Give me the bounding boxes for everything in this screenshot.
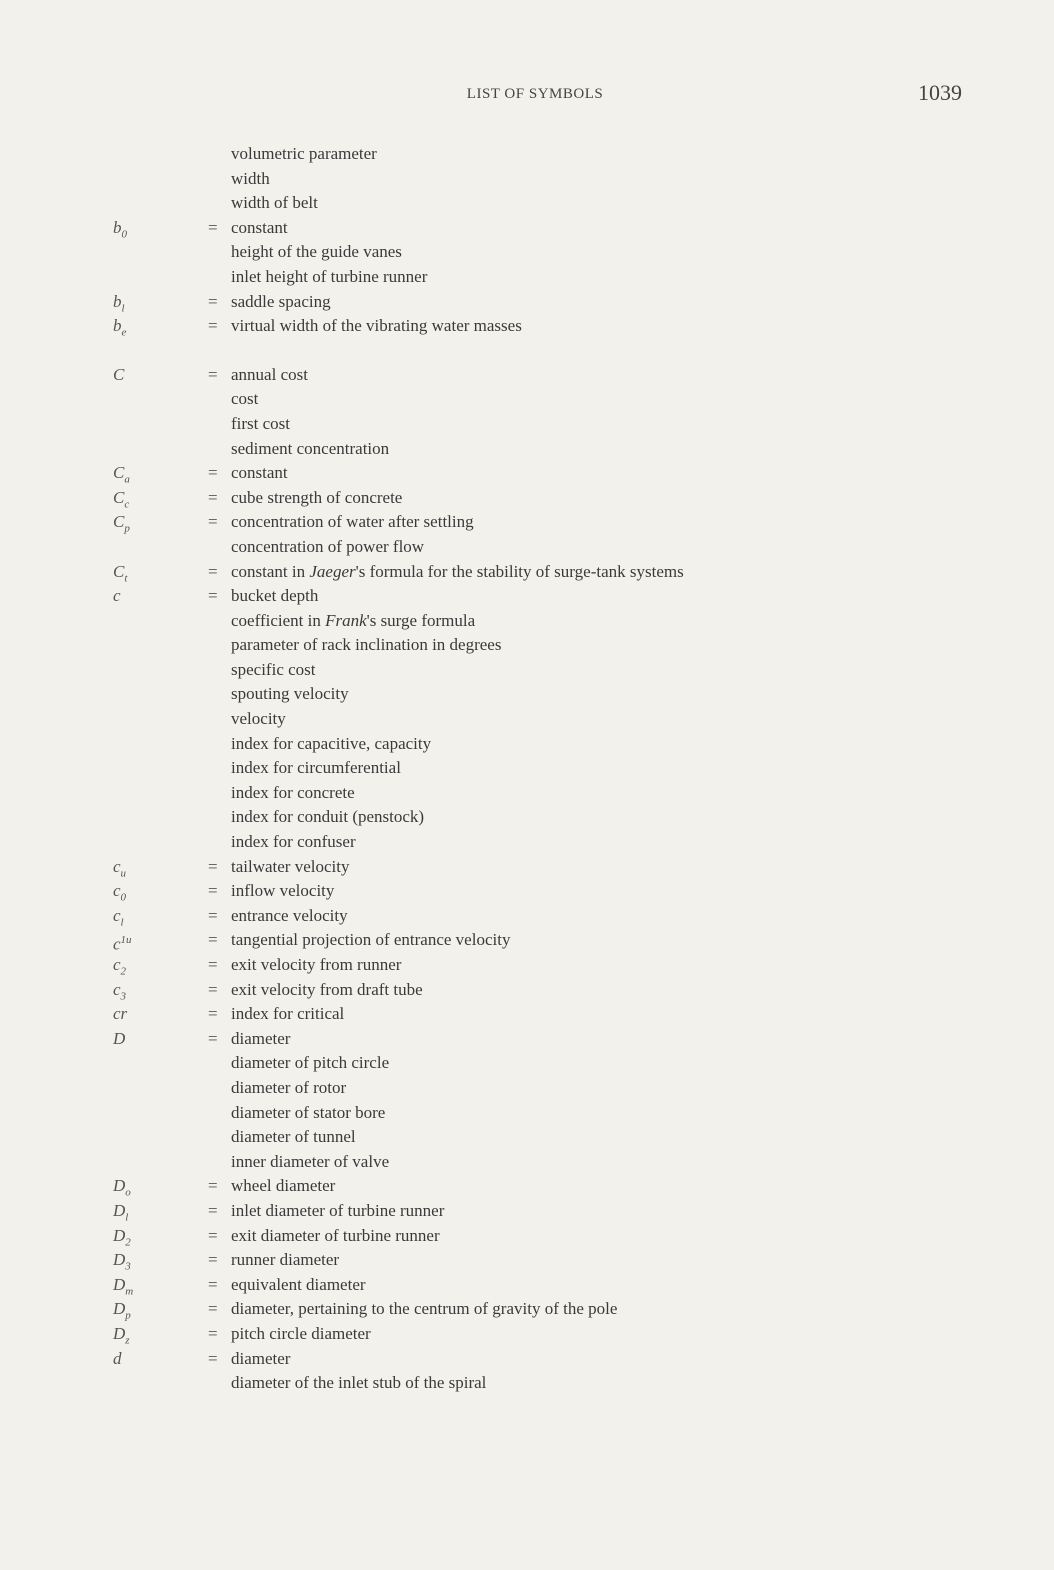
symbol-definition: cube strength of concrete [231,487,403,507]
equals-sign: = [208,856,218,876]
symbol-base: C [113,463,125,483]
symbol-entry [0,1273,1054,1298]
page-number: 1039 [918,80,962,105]
symbol-subscript: m [125,1285,134,1298]
symbol-base: C [113,561,125,581]
symbol-entry [0,1199,1054,1224]
equals-sign: = [208,316,218,336]
symbol [113,1347,122,1372]
definition-name-italic: Jaeger [309,561,356,581]
symbol-definition: spouting velocity [231,684,349,704]
equals-sign: = [208,291,218,311]
symbol-subscript: l [120,916,124,929]
symbol-entry [0,167,1054,192]
symbol-entry [0,953,1054,978]
symbol-definition: index for circumferential [231,758,401,778]
definition-text: constant in [231,561,310,581]
symbol-subscript: l [125,1211,129,1224]
equals-sign: = [208,1225,218,1245]
symbol-definition: bucket depth [231,586,319,606]
equals-sign: = [208,905,218,925]
symbol-definition: saddle spacing [231,291,331,311]
symbol-definition: index for capacitive, capacity [231,733,432,753]
equals-sign: = [208,1004,218,1024]
symbol-base: D [113,1176,126,1196]
symbol-entry [0,240,1054,265]
symbol-definition: diameter of tunnel [231,1127,356,1147]
equals-sign: = [208,881,218,901]
symbol-entry [0,437,1054,462]
symbol-definition: concentration of water after settling [231,512,474,532]
symbol-subscript: 3 [125,1260,131,1273]
symbol-entry [0,1125,1054,1150]
symbol-entry [0,363,1054,388]
symbol-entry [0,904,1054,929]
symbol-entry [0,682,1054,707]
symbol-base: c [113,905,121,925]
symbol-definition: index for conduit (penstock) [231,807,425,827]
symbol [113,363,124,388]
equals-sign: = [208,512,218,532]
symbol-entry [0,855,1054,880]
symbol-definition: exit diameter of turbine runner [231,1225,440,1245]
symbol-definition: diameter, pertaining to the centrum of gravity of the pole [231,1299,618,1319]
definition-text: coefficient in [231,610,326,630]
symbol-entry [0,510,1054,535]
symbol-base: c [113,935,121,955]
symbol-entry [0,1371,1054,1396]
symbol-subscript: 2 [125,1235,131,1248]
equals-sign: = [208,586,218,606]
equals-sign: = [208,1028,218,1048]
symbol-definition: exit velocity from draft tube [231,979,423,999]
symbol-definition: height of the guide vanes [231,242,402,262]
symbol-definition: volumetric parameter [231,144,377,163]
symbol-definition: diameter of the inlet stub of the spiral [231,1373,487,1393]
symbol-definition: annual cost [231,364,308,384]
symbol-base: c [113,979,121,999]
symbol-base: c [113,586,121,606]
symbol-definition: velocity [231,709,286,729]
symbol-entry [0,535,1054,560]
symbol-definition: diameter of pitch circle [231,1053,390,1073]
symbol-subscript: z [125,1334,130,1347]
symbol-subscript: l [121,301,125,314]
equals-sign: = [208,1250,218,1270]
symbol-entry [0,191,1054,216]
symbol-definition: concentration of power flow [231,536,425,556]
symbol-entry [0,756,1054,781]
symbol-definition: width [231,168,270,188]
equals-sign: = [208,979,218,999]
symbol-base: d [113,1348,122,1368]
symbol-base: D [113,1250,126,1270]
symbol-definition: tangential projection of entrance velocity [231,930,511,950]
symbol-definition: index for concrete [231,782,355,802]
symbol-definition: runner diameter [231,1250,340,1270]
symbol-definition: exit velocity from runner [231,955,402,974]
symbol-base: D [113,1225,126,1245]
symbol-definition: equivalent diameter [231,1274,366,1294]
symbol-base: C [113,487,125,507]
symbol-entry [0,732,1054,757]
symbol-definition: width of belt [231,193,318,213]
symbol-subscript: 2 [120,965,127,978]
symbol-base: c [113,856,121,876]
symbol-entry [0,781,1054,806]
equals-sign: = [208,930,218,950]
symbol-entry [0,609,1054,634]
symbol-definition: inlet diameter of turbine runner [231,1200,445,1220]
symbol-entry [0,1224,1054,1249]
symbol-subscript: a [124,473,130,486]
symbol-entry [0,805,1054,830]
symbol-entry [0,1051,1054,1076]
symbol-entry [0,1248,1054,1273]
symbol-definition [231,560,684,585]
symbol [113,1002,127,1027]
symbol-definition: index for confuser [231,832,356,852]
symbol-base: D [113,1299,126,1319]
symbol-entry [0,879,1054,904]
symbol-definition: diameter [231,1028,291,1048]
equals-sign: = [208,955,218,974]
symbol-entry [0,142,1054,167]
symbol-entry [0,1002,1054,1027]
equals-sign: = [208,1274,218,1294]
symbol-entry [0,928,1054,953]
symbol-base: D [113,1274,126,1294]
symbol-definition: diameter of rotor [231,1077,347,1097]
symbol-base: D [113,1323,126,1343]
symbol-entry [0,1347,1054,1372]
symbol-entry [0,265,1054,290]
equals-sign: = [208,1299,218,1319]
symbol-definition [231,609,475,634]
symbol-definition: constant [231,217,288,237]
symbol-entry [0,486,1054,511]
page-header-title: LIST OF SYMBOLS [466,86,604,102]
symbol-entry [0,707,1054,732]
symbol-entry [0,290,1054,315]
symbol-entry [0,633,1054,658]
symbol-list [0,142,1054,1396]
equals-sign: = [208,487,218,507]
symbol-entry [0,1076,1054,1101]
symbol-superscript: 1u [120,934,132,947]
symbol-subscript: c [124,498,130,511]
symbol-definition: diameter [231,1348,291,1368]
symbol-definition: inflow velocity [231,881,335,901]
symbol-base: b [113,291,122,311]
symbol-subscript: p [124,522,130,535]
symbol-definition: diameter of stator bore [231,1102,386,1122]
symbol-definition: sediment concentration [231,438,390,458]
symbol-entry [0,658,1054,683]
symbol-definition: wheel diameter [231,1176,336,1196]
equals-sign: = [208,217,218,237]
equals-sign: = [208,1176,218,1196]
equals-sign: = [208,1323,218,1343]
symbol-definition: cost [231,389,259,409]
symbol-entry [0,978,1054,1003]
symbol [113,584,121,609]
equals-sign: = [208,364,218,384]
symbol-entry [0,461,1054,486]
symbol-entry [0,387,1054,412]
symbol-base: b [113,316,122,336]
symbol-definition: entrance velocity [231,905,348,925]
symbol-entry [0,216,1054,241]
symbol-base: D [113,1028,126,1048]
symbol-base: cr [113,1004,128,1024]
definition-text: 's formula for the stability of surge-tank systems [355,561,684,581]
symbol-definition: virtual width of the vibrating water masses [231,316,522,336]
symbol [113,1027,125,1052]
symbol-base: c [113,881,121,901]
symbol-entry [0,1101,1054,1126]
equals-sign: = [208,561,218,581]
symbol-base: b [113,217,122,237]
symbol-entry [0,560,1054,585]
symbol-definition: inner diameter of valve [231,1151,390,1171]
symbol-entry [0,1174,1054,1199]
symbol-subscript: o [125,1186,131,1199]
symbol-definition: index for critical [231,1004,345,1024]
symbol-definition: first cost [231,413,291,433]
equals-sign: = [208,1348,218,1368]
symbol-entry [0,584,1054,609]
symbol-entry [0,412,1054,437]
symbol-entry [0,1150,1054,1175]
symbol-entry [0,314,1054,339]
symbol-subscript: t [124,571,128,584]
symbol-definition: pitch circle diameter [231,1323,371,1343]
symbol-definition: parameter of rack inclination in degrees [231,635,502,655]
symbol-entry [0,1297,1054,1322]
symbol-definition: specific cost [231,659,316,679]
symbol-entry [0,1027,1054,1052]
symbol-entry [0,830,1054,855]
symbol-base: c [113,955,121,974]
symbol-subscript: 0 [121,228,127,241]
symbol-definition: inlet height of turbine runner [231,266,428,286]
symbol-subscript: u [120,867,127,880]
definition-name-italic: Frank [325,610,367,630]
symbol-base: C [113,512,125,532]
symbol-definition: tailwater velocity [231,856,350,876]
symbol-entry [0,1322,1054,1347]
equals-sign: = [208,1200,218,1220]
definition-text: 's surge formula [366,610,476,630]
symbol [113,314,126,345]
symbol-subscript: 0 [120,891,127,904]
symbol-subscript: e [121,326,127,339]
equals-sign: = [208,463,218,483]
symbol-definition: constant [231,463,288,483]
symbol-subscript: 3 [120,989,127,1002]
symbol-subscript: p [125,1309,131,1322]
symbol-base: C [113,364,125,384]
symbol-base: D [113,1200,126,1220]
